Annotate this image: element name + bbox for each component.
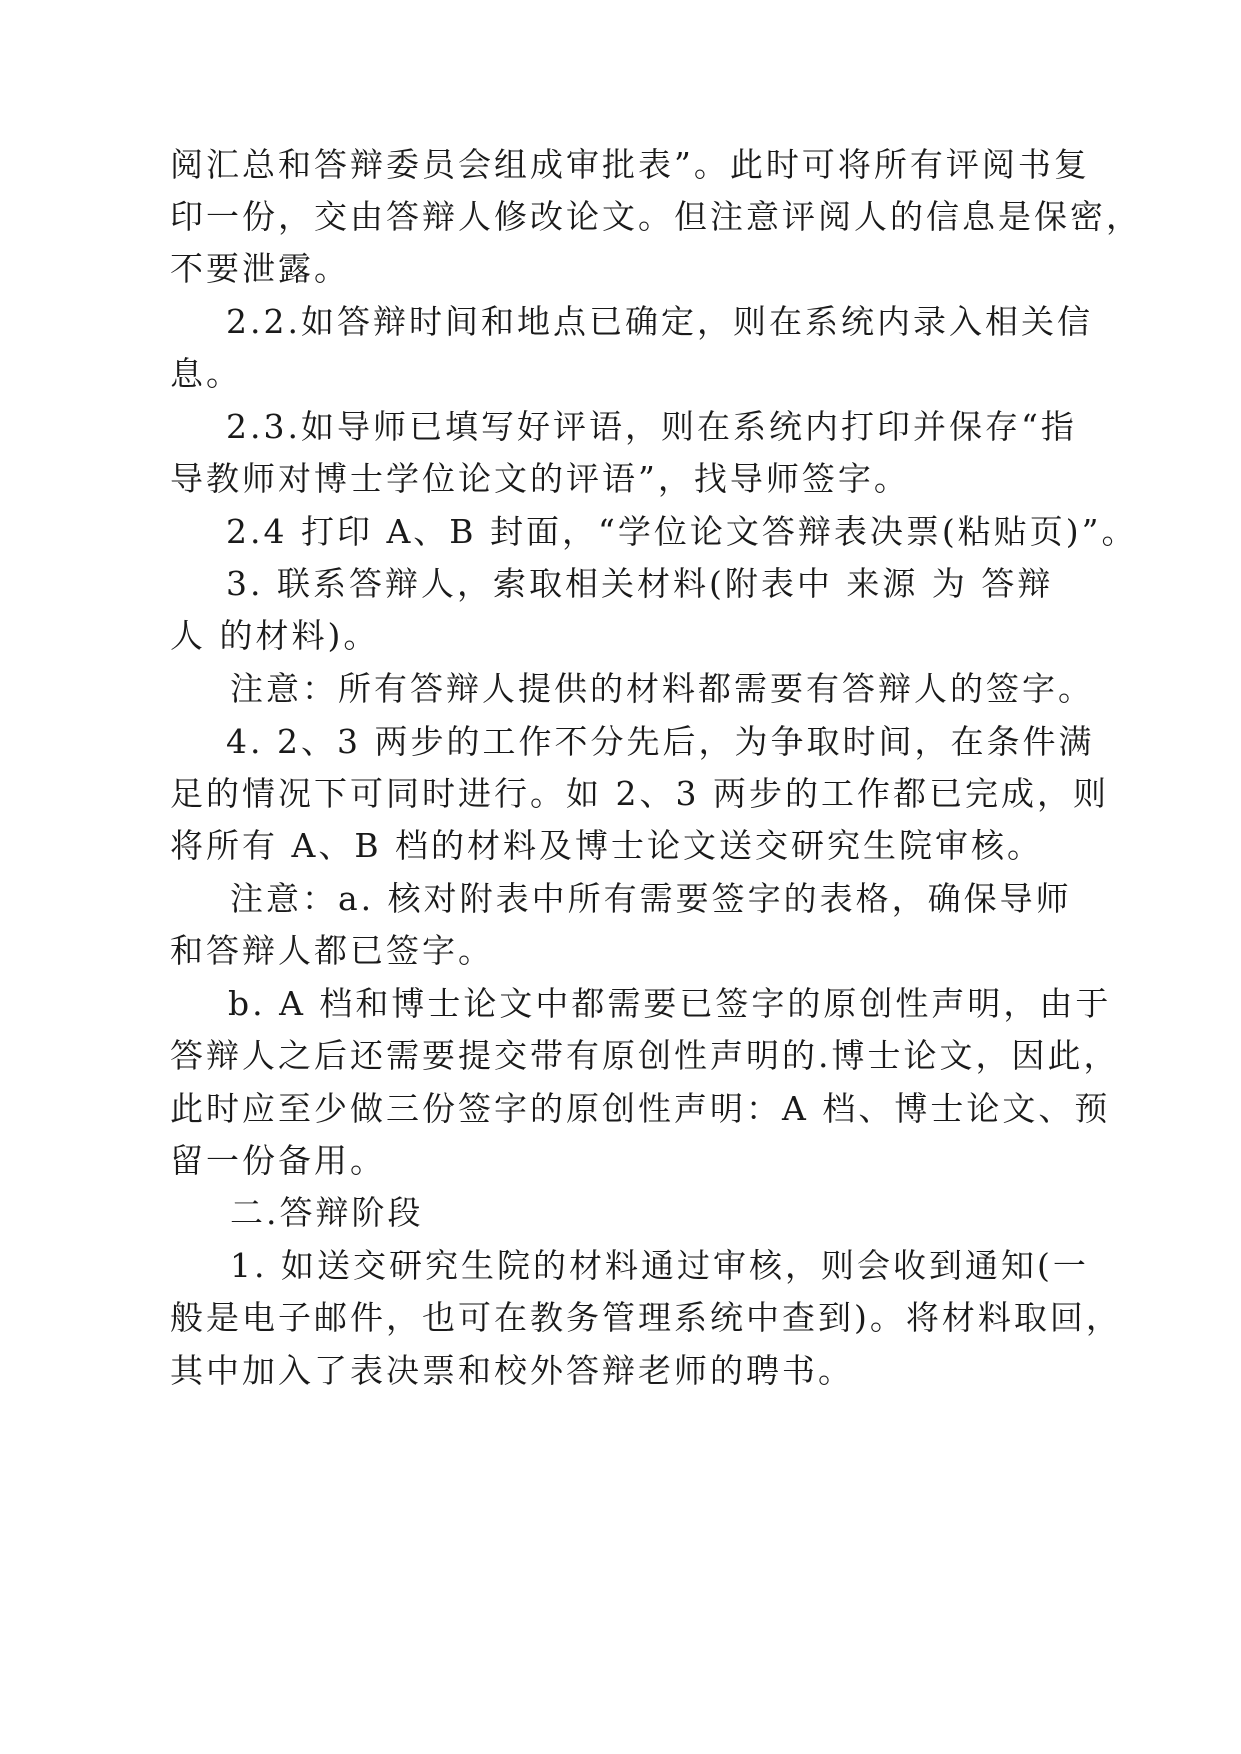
text-line-23: 般是电子邮件，也可在教务管理系统中查到)。将材料取回，: [170, 1298, 1122, 1337]
text-line-17: b. A 档和博士论文中都需要已签字的原创性声明，由于: [228, 984, 1112, 1023]
text-line-3: 不要泄露。: [170, 249, 350, 288]
text-line-4: 2.2.如答辩时间和地点已确定，则在系统内录入相关信: [226, 302, 1093, 341]
text-line-5: 息。: [170, 354, 242, 393]
text-line-1: 阅汇总和答辩委员会组成审批表”。此时可将所有评阅书复: [170, 145, 1090, 184]
text-line-15: 注意：a. 核对附表中所有需要签字的表格，确保导师: [230, 879, 1072, 918]
text-line-16: 和答辩人都已签字。: [170, 931, 494, 970]
text-line-18: 答辩人之后还需要提交带有原创性声明的.博士论文，因此，: [170, 1036, 1120, 1075]
text-line-10: 人 的材料)。: [170, 616, 380, 655]
text-line-6: 2.3.如导师已填写好评语，则在系统内打印并保存“指: [226, 407, 1077, 446]
text-line-13: 足的情况下可同时进行。如 2、3 两步的工作都已完成，则: [170, 774, 1109, 813]
text-line-24: 其中加入了表决票和校外答辩老师的聘书。: [170, 1351, 854, 1390]
text-line-8: 2.4 打印 A、B 封面，“学位论文答辩表决票(粘贴页)”。: [226, 512, 1138, 551]
section-heading: 二.答辩阶段: [230, 1193, 424, 1232]
text-line-20: 留一份备用。: [170, 1141, 386, 1180]
text-line-12: 4. 2、3 两步的工作不分先后，为争取时间，在条件满: [226, 722, 1095, 761]
text-line-9: 3. 联系答辩人，索取相关材料(附表中 来源 为 答辩: [226, 564, 1054, 603]
text-line-22: 1. 如送交研究生院的材料通过审核，则会收到通知(一: [230, 1246, 1089, 1285]
text-line-14: 将所有 A、B 档的材料及博士论文送交研究生院审核。: [170, 826, 1044, 865]
text-line-11: 注意：所有答辩人提供的材料都需要有答辩人的签字。: [230, 669, 1094, 708]
text-line-2: 印一份，交由答辩人修改论文。但注意评阅人的信息是保密，: [170, 197, 1142, 236]
text-line-7: 导教师对博士学位论文的评语”，找导师签字。: [170, 459, 910, 498]
text-line-19: 此时应至少做三份签字的原创性声明：A 档、博士论文、预: [170, 1089, 1111, 1128]
